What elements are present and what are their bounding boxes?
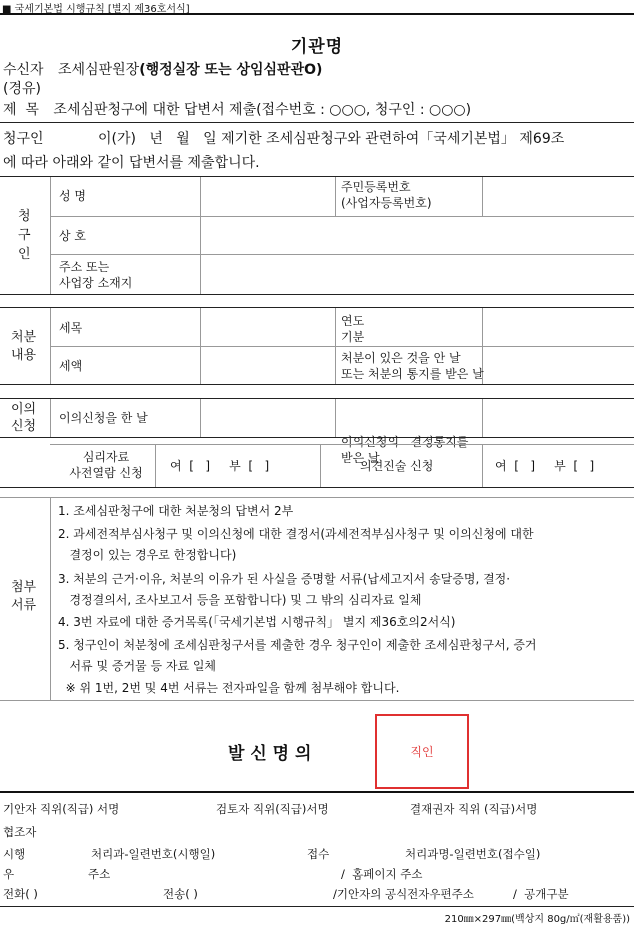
tax-year-label: 연도 기분 — [341, 314, 365, 344]
intro-text: 이(가) 년 월 일 제기한 조세심판청구와 관련하여「국세기본법」 제69조 — [98, 131, 565, 147]
top-rule — [0, 13, 634, 15]
intro-line-2: 에 따라 아래와 같이 답변서를 제출합니다. — [3, 155, 260, 171]
attachments-section-label: 첨부 서류 — [11, 580, 37, 613]
via-label: (경유) — [3, 81, 41, 97]
email-label: /기안자의 공식전자우편주소 — [333, 887, 474, 901]
phone-label: 전화( ) — [3, 887, 38, 901]
homepage-label: / 홈페이지 주소 — [341, 867, 423, 881]
enforce-number: 처리과-일련번호(시행일) — [91, 847, 216, 861]
subject-row — [3, 99, 471, 119]
objection-notice-label: 이의신청의 결정통지를 받은 날 — [341, 435, 469, 465]
claimant-address-label: 주소 또는 사업장 소재지 — [59, 260, 133, 290]
recipient-value: 조세심판원장 — [58, 62, 140, 78]
attachment-line: 서류 및 증거물 등 자료 일체 — [58, 659, 217, 673]
disclosure-label: / 공개구분 — [513, 887, 569, 901]
form-number-note: ■ 국세기본법 시행규칙 [별지 제36호서식] — [2, 4, 190, 15]
claimant-reg-no-label: 주민등록번호 (사업자등록번호) — [341, 180, 432, 210]
attachment-line: 2. 과세전적부심사청구 및 이의신청에 대한 결정서(과세전적부심사청구 및 이의신청에 대한 — [58, 527, 534, 541]
attachment-line: 5. 청구인이 처분청에 조세심판청구서를 제출한 경우 청구인이 제출한 조세심판청구서, 증거 — [58, 638, 537, 652]
claimant-name-label: 성 명 — [59, 189, 86, 203]
attachment-line: 3. 처분의 근거·이유, 처분의 이유가 된 사실을 증명할 서류(납세고지서 송달증명, 결정· — [58, 572, 511, 586]
recipient-value-bold: (행정실장 또는 상임심판관O) — [139, 62, 323, 78]
official-seal-box — [375, 714, 469, 789]
attachment-line: 경정결의서, 조사보고서 등을 포함합니다) 및 그 밖의 심리자료 일체 — [58, 593, 422, 607]
enforce-label: 시행 — [3, 847, 26, 861]
attachment-line: 1. 조세심판청구에 대한 처분청의 답변서 2부 — [58, 504, 294, 518]
address-label: 주소 — [88, 867, 111, 881]
objection-filed-date-label: 이의신청을 한 날 — [59, 411, 148, 425]
approver-field: 결재권자 직위 (직급)서명 — [410, 802, 538, 816]
paper-spec: 210㎜×297㎜(백상지 80g/㎡(재활용품)) — [444, 914, 630, 925]
disposition-date-label: 처분이 있은 것을 안 날 또는 처분의 통지를 받은 날 — [341, 351, 484, 381]
attachment-line: 4. 3번 자료에 대한 증거목록(「국세기본법 시행규칙」 별지 제36호의2서식) — [58, 615, 456, 629]
sender-name: 발 신 명 의 — [228, 744, 312, 764]
subject-rule — [0, 122, 634, 123]
opinion-request-label: 의견진술 신청 — [360, 459, 434, 473]
reviewer-field: 검토자 직위(직급)서명 — [216, 802, 329, 816]
claimant-section-label: 청 구 인 — [18, 209, 31, 262]
seal-label: 직인 — [410, 745, 434, 759]
recipient-row — [3, 59, 322, 79]
objection-section-label: 이의 신청 — [11, 402, 37, 434]
receipt-label: 접수 — [307, 847, 330, 861]
receipt-number: 처리과명-일련번호(접수일) — [405, 847, 541, 861]
fax-label: 전송( ) — [163, 887, 198, 901]
opinion-yes-no[interactable]: 여 [ ] 부 [ ] — [495, 459, 595, 473]
attachment-line: 결정이 있는 경우로 한정합니다) — [58, 548, 237, 562]
zip-label: 우 — [3, 867, 15, 881]
pre-review-yes-no[interactable]: 여 [ ] 부 [ ] — [170, 459, 270, 473]
drafter-field: 기안자 직위(직급) 서명 — [3, 802, 120, 816]
intro-claimant-label: 청구인 — [3, 131, 44, 147]
recipient-label: 수신자 — [3, 62, 44, 78]
pre-review-request-label: 심리자료 사전열람 신청 — [69, 450, 143, 480]
tax-amount-label: 세액 — [59, 359, 83, 373]
disposition-section-label: 처분 내용 — [11, 330, 37, 363]
tax-item-label: 세목 — [59, 321, 83, 335]
claimant-trade-name-label: 상 호 — [59, 229, 86, 243]
intro-line-1 — [3, 128, 564, 148]
page-title: 기관명 — [290, 37, 344, 57]
cooperator-field: 협조자 — [3, 825, 37, 839]
subject-label: 제 목 — [3, 102, 39, 118]
attachment-note: ※ 위 1번, 2번 및 4번 서류는 전자파일을 함께 첨부해야 합니다. — [58, 681, 400, 695]
subject-value: 조세심판청구에 대한 답변서 제출(접수번호 : ○○○, 청구인 : ○○○) — [53, 102, 472, 118]
intro-rule — [0, 176, 634, 177]
